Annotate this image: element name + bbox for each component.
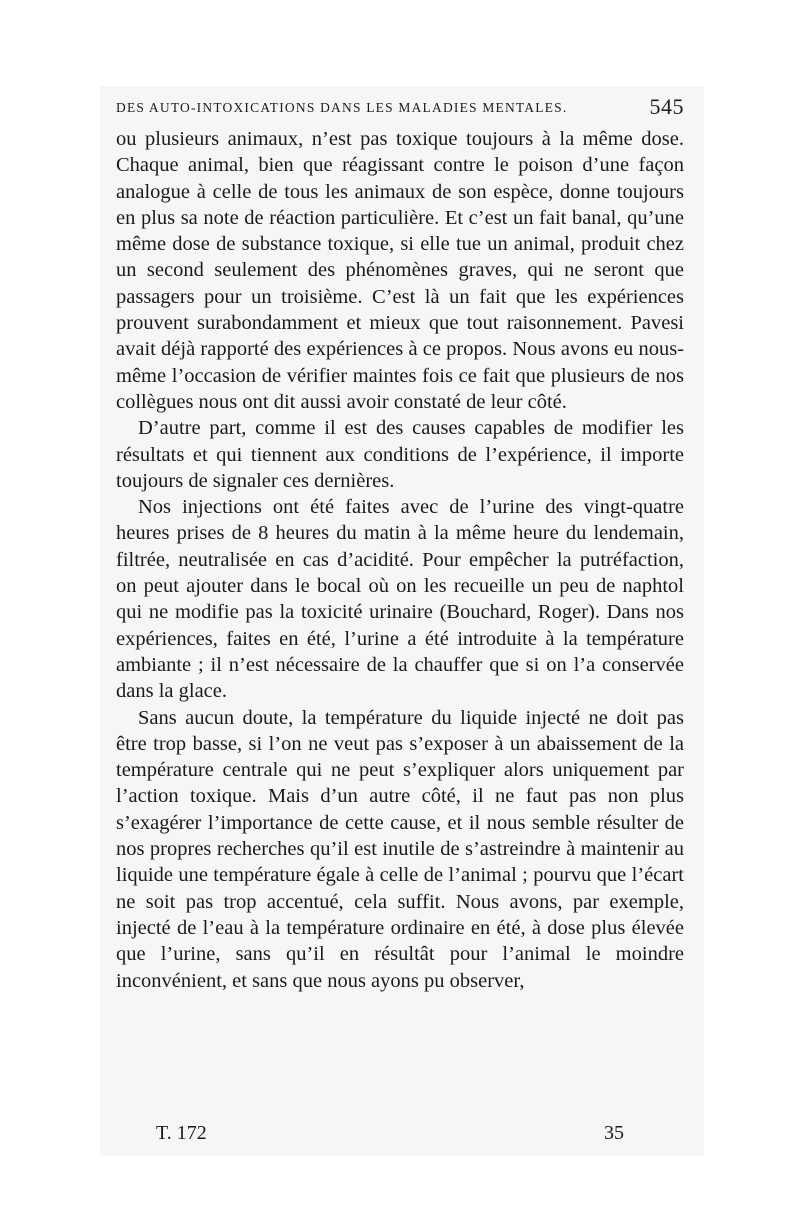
paragraph: Sans aucun doute, la température du liquide injecté ne doit pas être trop basse, si l’on ne veut pas s’exposer à un abaissement de la température centrale qui ne peut s’expliquer alors uniquement par l’action toxique. Mais d’un autre côté, il ne faut pas non plus s’exagérer l’importance de cette cause, et il nous semble résulter de nos propres recherches qu’il est inutile de s’astreindre à maintenir au liquide une température égale à celle de l’animal ; pourvu que l’écart ne soit pas trop accentué, cela suffit. Nous avons, par exemple, injecté de l’eau à la température ordinaire en été, à dose plus élevée que l’urine, sans qu’il en résultât pour l’animal le moindre inconvénient, et sans que nous ayons pu observer, xyxy=(116,706,684,992)
body-text xyxy=(116,126,684,994)
paragraph: Nos injections ont été faites avec de l’urine des vingt-quatre heures prises de 8 heures du matin à la même heure du lendemain, filtrée, neutralisée en cas d’acidité. Pour empêcher la putréfaction, on peut ajouter dans le bocal où on les recueille un peu de naphtol qui ne modifie pas la toxicité urinaire (Bouchard, Roger). Dans nos expériences, faites en été, l’urine a été introduite à la température ambiante ; il n’est nécessaire de la chauffer que si on l’a conservée dans la glace. xyxy=(116,496,684,703)
running-title: DES AUTO-INTOXICATIONS DANS LES MALADIES MENTALES. xyxy=(116,100,568,115)
paragraph-continued: ou plusieurs animaux, n’est pas toxique toujours à la même dose. Chaque animal, bien que réagissant contre le poison d’une façon analogue à celle de tous les animaux de son espèce, donne toujours en plus sa note de réaction particulière. Et c’est un fait banal, qu’une même dose de substance toxique, si elle tue un animal, produit chez un second seulement des phénomènes graves, qui ne seront que passagers pour un troisième. C’est là un fait que les expériences prouvent surabondamment et mieux que tout raisonnement. Pavesi avait déjà rapporté des expériences à ce propos. Nous avons eu nous-même l’occasion de vérifier maintes fois ce fait que plusieurs de nos collègues nous ont dit aussi avoir constaté de leur côté. xyxy=(116,128,684,413)
paragraph: D’autre part, comme il est des causes capables de modifier les résultats et qui tiennent aux conditions de l’expérience, il importe toujours de signaler ces dernières. xyxy=(116,417,684,492)
sheet-number: 35 xyxy=(604,1122,624,1144)
volume-signature: T. 172 xyxy=(156,1122,207,1144)
page-number: 545 xyxy=(649,94,684,119)
running-head xyxy=(116,96,684,120)
page-footer xyxy=(116,1122,684,1150)
